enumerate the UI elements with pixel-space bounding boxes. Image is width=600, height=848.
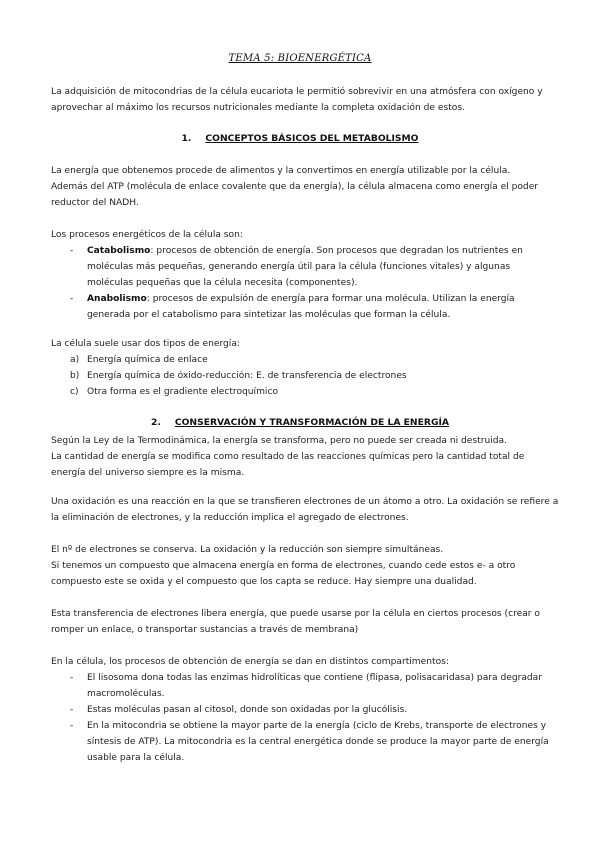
text-line: generada por el catabolismo para sintetizar las moléculas que forman la célula. xyxy=(87,310,451,320)
text-line: Además del ATP (molécula de enlace covalente que da energía), la célula almacena como energía el poder xyxy=(51,182,539,192)
list-marker: - xyxy=(70,721,74,731)
paragraph xyxy=(51,227,551,243)
list-marker: c) xyxy=(70,387,79,397)
text-line: compuesto este se oxida y el compuesto que los capta se reduce. Hay siempre una dualidad. xyxy=(51,577,477,587)
text-line: El nº de electrones se conserva. La oxidación y la reducción son siempre simultáneas. xyxy=(51,545,444,555)
text-line: la eliminación de electrones, y la reducción implica el agregado de electrones. xyxy=(51,513,409,523)
text-line: síntesis de ATP). La mitocondria es la central energética donde se produce la mayor parte de energía xyxy=(87,737,549,747)
term: Anabolismo xyxy=(87,294,147,304)
list-text: Energía química de enlace xyxy=(87,355,208,365)
text-fragment: : procesos de expulsión de energía para formar una molécula. Utilizan la energía xyxy=(146,294,515,304)
text-line: moléculas pequeñas que la célula necesita (componentes). xyxy=(87,278,358,288)
paragraph xyxy=(51,163,551,211)
list-marker: - xyxy=(70,294,74,304)
text-line: moléculas más pequeñas, generando energía útil para la célula (funciones vitales) y algunas xyxy=(87,262,511,272)
list-marker: b) xyxy=(70,371,80,381)
list-text: Energía química de óxido-reducción: E. de transferencia de electrones xyxy=(87,371,407,381)
section-title: CONSERVACIÓN Y TRANSFORMACIÓN DE LA ENERGÍA xyxy=(174,417,450,428)
list-marker: a) xyxy=(70,355,80,365)
text-line: reductor del NADH. xyxy=(51,198,139,208)
intro-paragraph xyxy=(51,84,551,116)
paragraph xyxy=(51,542,551,590)
paragraph xyxy=(51,606,551,638)
text-line: aprovechar al máximo los recursos nutricionales mediante la completa oxidación de estos. xyxy=(51,103,465,113)
paragraph xyxy=(51,494,559,526)
text-fragment: : procesos de obtención de energía. Son procesos que degradan los nutrientes en xyxy=(150,246,523,256)
list-marker: - xyxy=(70,673,74,683)
paragraph xyxy=(51,433,551,481)
term: Catabolismo xyxy=(87,246,151,256)
section-number: 1. xyxy=(181,133,192,144)
text-line: El lisosoma dona todas las enzimas hidrolíticas que contiene (flipasa, polisacaridasa) para degradar xyxy=(87,673,542,683)
section-heading-1 xyxy=(0,133,600,144)
paragraph xyxy=(51,654,551,670)
text-line: Una oxidación es una reacción en la que se transfieren electrones de un átomo a otro. La oxidación se refiere a xyxy=(51,497,559,507)
text-line: La energía que obtenemos procede de alimentos y la convertimos en energía utilizable por la célula. xyxy=(51,166,511,176)
text-line: Esta transferencia de electrones libera energía, que puede usarse por la célula en ciertos procesos (crear o xyxy=(51,609,540,619)
text-line: energía del universo siempre es la misma. xyxy=(51,468,245,478)
text-line: En la célula, los procesos de obtención de energía se dan en distintos compartimentos: xyxy=(51,657,449,667)
text-line: Los procesos energéticos de la célula son: xyxy=(51,230,243,240)
text-line: Según la Ley de la Termodinámica, la energía se transforma, pero no puede ser creada ni destruida. xyxy=(51,436,507,446)
text-line: Si tenemos un compuesto que almacena energía en forma de electrones, cuando cede estos e- a otro xyxy=(51,561,516,571)
text-line: romper un enlace, o transportar sustancias a través de membrana) xyxy=(51,625,359,635)
list-marker: - xyxy=(70,246,74,256)
text-line: En la mitocondria se obtiene la mayor parte de la energía (ciclo de Krebs, transporte de electrones y xyxy=(87,721,547,731)
section-number: 2. xyxy=(150,417,161,428)
section-heading-2 xyxy=(0,417,600,428)
page-title: TEMA 5: BIOENERGÉTICA xyxy=(228,53,372,64)
text-line: macromoléculas. xyxy=(87,689,165,699)
text-line: Estas moléculas pasan al citosol, donde son oxidadas por la glucólisis. xyxy=(87,705,408,715)
paragraph xyxy=(51,336,551,352)
list-text: Otra forma es el gradiente electroquímico xyxy=(87,387,279,397)
text-line: La célula suele usar dos tipos de energía: xyxy=(51,339,240,349)
text-line: La adquisición de mitocondrias de la célula eucariota le permitió sobrevivir en una atmósfera con oxígeno y xyxy=(51,87,543,97)
section-title: CONCEPTOS BÁSICOS DEL METABOLISMO xyxy=(205,133,419,144)
text-line: usable para la célula. xyxy=(87,753,185,763)
list-marker: - xyxy=(70,705,74,715)
text-line: La cantidad de energía se modifica como resultado de las reacciones químicas pero la cantidad total de xyxy=(51,452,525,462)
